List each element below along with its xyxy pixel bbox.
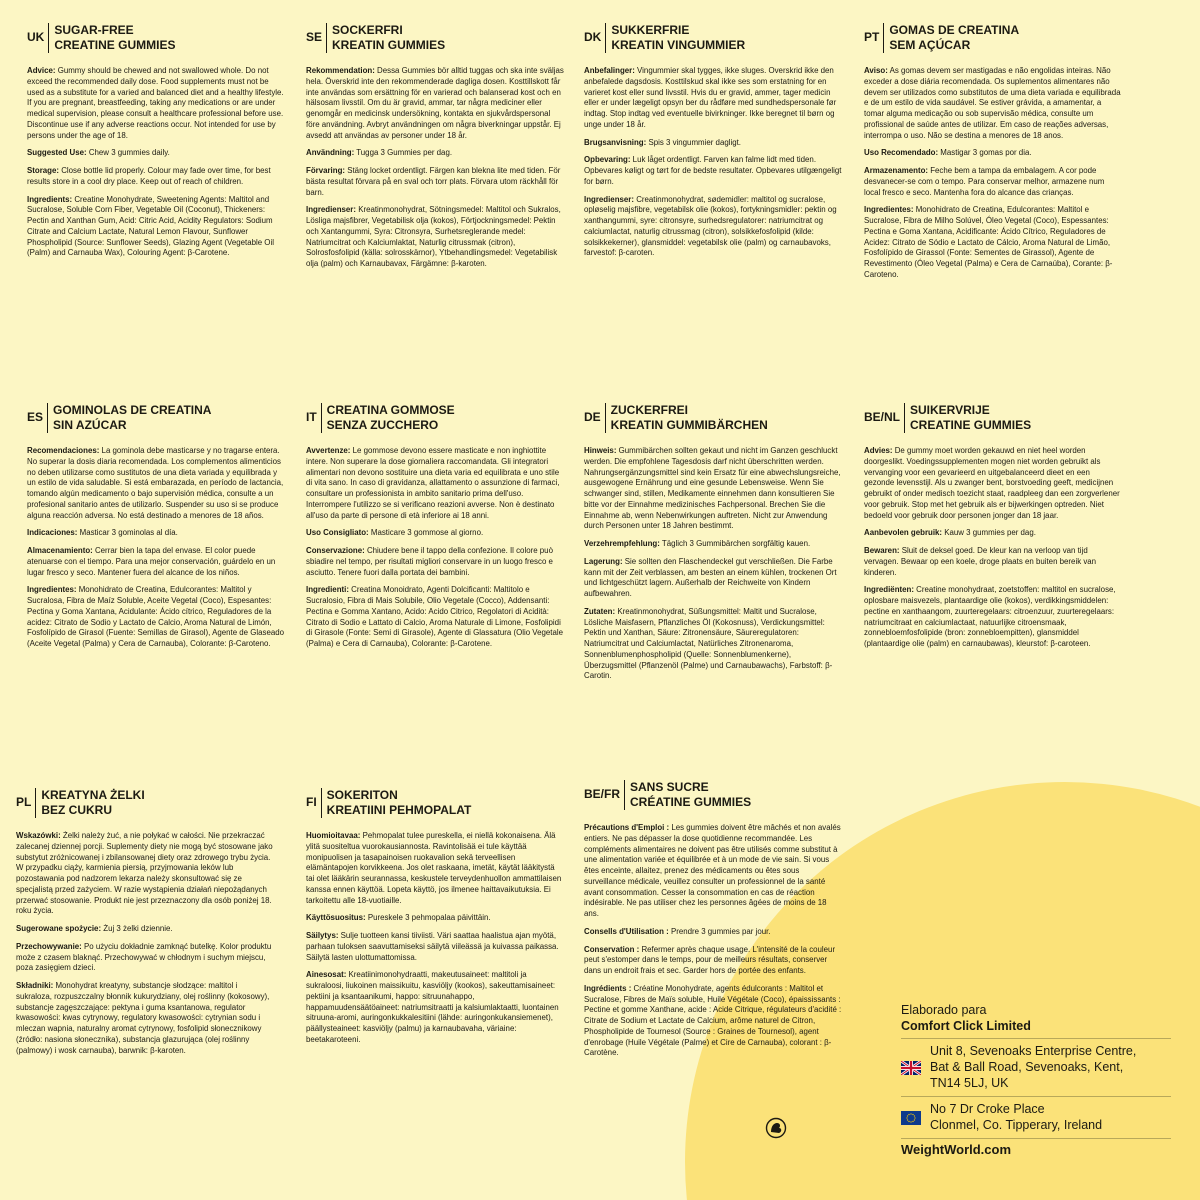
- info-paragraph: [306, 528, 564, 539]
- product-title-line: ZUCKERFREI: [610, 403, 689, 417]
- paragraph-text: Les gummies doivent être mâchés et non avalés entiers. Ne pas dépasser la dose quotidienne recommandée. Les compléments alimentaires ne doivent pas être utilisés comme substitut à une alimentation variée et équilibrée et à un mode de vie sain. Si vous êtes enceinte, allaitez, prenez des médicaments ou êtes sous surveillance médicale, veuillez consulter un professionnel de la santé avant consommation. Cesser la consommation en cas de réaction indésirable. Ne pas utiliser chez les personnes âgées de moins de 18 ans.: [584, 823, 841, 918]
- paragraph-text: Feche bem a tampa da embalagem. A cor pode desvanecer-se com o tempo. Para conservar melhor, armazene num local fresco e seco. Mantenha fora do alcance das crianças.: [864, 166, 1105, 197]
- info-paragraph: [584, 823, 842, 920]
- paragraph-label: Avvertenze:: [306, 446, 351, 455]
- eu-address-row: [901, 1096, 1171, 1138]
- uk-address-line: Bat & Ball Road, Sevenoaks, Kent,: [930, 1059, 1124, 1074]
- made-for-label: Elaborado para: [901, 1003, 987, 1017]
- paragraph-text: Masticar 3 gominolas al día.: [77, 528, 178, 538]
- paragraph-label: Anbefalinger:: [584, 66, 635, 75]
- info-paragraph: [864, 166, 1122, 198]
- paragraph-label: Opbevaring:: [584, 155, 631, 165]
- uk-address-line: TN14 5LJ, UK: [930, 1075, 1009, 1090]
- panel-header: [584, 780, 842, 810]
- paragraph-label: Förvaring:: [306, 166, 346, 175]
- paragraph-label: Suggested Use:: [27, 148, 87, 158]
- language-panel-pl: [16, 788, 274, 1063]
- info-paragraph: [27, 546, 285, 578]
- info-paragraph: [306, 970, 564, 1045]
- product-title-line: SOCKERFRI: [332, 23, 403, 37]
- info-paragraph: [306, 205, 564, 270]
- country-code: PT: [864, 30, 880, 44]
- paragraph-text: Close bottle lid properly. Colour may fade over time, for best results store in a cool dry place. Keep out of reach of children.: [27, 166, 271, 186]
- info-paragraph: [16, 924, 274, 935]
- uk-address-line: Unit 8, Sevenoaks Enterprise Centre,: [930, 1044, 1137, 1059]
- product-title-line: KREATIINI PEHMOPALAT: [326, 803, 472, 817]
- product-title-line: SOKERITON: [326, 788, 398, 802]
- paragraph-label: Uso Consigliato:: [306, 528, 369, 538]
- paragraph-text: Gummibärchen sollten gekaut und nicht im Ganzen geschluckt werden. Die empfohlene Tagesdosis darf nicht überschritten werden. Nahrungsergänzungsmittel sind kein Ersatz für eine abwechslungsreiche, ausgewogene Ernährung und eine gesunde Lebensweise. Wenn Sie schwanger sind, stillen, Medikamente einnehmen dann konsultieren Sie bitte vor der Einnahme medizinisches Fachpersonal. Brechen Sie die Einnahme ab, wenn Nebenwirkungen auftreten. Nicht zur Anwendung durch Personen unter 18 Jahren bestimmt.: [584, 446, 841, 531]
- product-title-line: SUIKERVRIJE: [910, 403, 990, 417]
- product-title-line: BEZ CUKRU: [41, 803, 113, 817]
- paragraph-label: Huomioitavaa:: [306, 831, 361, 840]
- info-paragraph: [306, 446, 564, 521]
- info-paragraph: [584, 446, 842, 532]
- product-title-line: KREATYNA ŻELKI: [41, 788, 145, 802]
- product-title-line: CREATINA GOMMOSE: [326, 403, 455, 417]
- country-code: ES: [27, 410, 44, 424]
- paragraph-label: Recomendaciones:: [27, 446, 100, 455]
- paragraph-text: Monohidrato de Creatina, Edulcorantes: Maltitol y Sucralosa, Fibra de Maíz Soluble, Aceite Vegetal (Coco), Espesantes: Pectina y Goma Xantana, Acidulante: Ácido cítrico, Reguladores de la acidez: Citrato de Sodio y Lactato de Calcio, Aroma Natural de Limón, Fosfolípido de Girasol (Fuente: Semillas de Girasol), Agente de Glaseado (Aceite Vegetal (Palma) y Cera de Carnauba), Colorante: β-Caroteno.: [27, 585, 285, 648]
- panel-header: [864, 403, 1122, 433]
- paragraph-text: Spis 3 vingummier dagligt.: [646, 137, 741, 147]
- product-title: [605, 403, 768, 433]
- info-paragraph: [306, 66, 564, 141]
- paragraph-text: Monohidrato de Creatina, Edulcorantes: Maltitol e Sucralose, Fibra de Milho Solúvel, Óleo Vegetal (Coco), Espessantes: Pectina e Goma Xantana, Acidificante: Ácido Cítrico, Reguladores de Acidez: Citrato de Sódio e Lactato de Cálcio, Aroma Natural de Limão, Fosfolípido de Girassol (Fonte: Sementes de Girassol), Agente de Revestimento (Óleo Vegetal (Palma) e Cera de Carnaúba), Corante: β-Caroteno.: [864, 205, 1113, 279]
- panel-header: [584, 23, 842, 53]
- paragraph-label: Ingredienser:: [584, 194, 634, 204]
- info-paragraph: [864, 446, 1122, 521]
- info-paragraph: [584, 155, 842, 187]
- country-code: DE: [584, 410, 601, 424]
- language-panel-pt: [864, 23, 1122, 288]
- language-panel-se: [306, 23, 564, 277]
- info-paragraph: [16, 981, 274, 1056]
- country-code: UK: [27, 30, 45, 44]
- panel-header: [306, 403, 564, 433]
- paragraph-text: Monohydrat kreatyny, substancje słodzące: maltitol i sukraloza, rozpuszczalny błonnik kukurydziany, olej roślinny (kokosowy), substancje zagęszczające: pektyna i guma ksantanowa, regulator kwasowości: kwas cytrynowy, regulatory kwasowości: cytrynian sodu i mleczan wapnia, naturalny aromat cytrynowy, fosfolipid słonecznikowy (źródło: nasiona słonecznika), substancja glazurująca (olej roślinny (palmowy) i wosk carnauba), barwnik: β-karoten.: [16, 981, 270, 1055]
- info-paragraph: [27, 66, 285, 141]
- paragraph-text: Creatinmonohydrat, sødemidler: maltitol og sucralose, opløselig majsfibre, vegetabilsk olie (kokos), fortykningsmidler: pektin og xanthangummi, syre: citronsyre, surhedsregulatorer: natriumcitrat og calciumlactat, naturlig citrussmag (citron), solsikkefosfolipid (kilde: solsikkekerner), glansmiddel: vegetabilsk olie (palm) og carnaubavoks, farvestof: β-caroten.: [584, 194, 837, 258]
- info-paragraph: [864, 585, 1122, 650]
- product-title-line: GOMINOLAS DE CREATINA: [53, 403, 212, 417]
- info-paragraph: [584, 945, 842, 977]
- info-paragraph: [584, 927, 842, 938]
- info-paragraph: [584, 984, 842, 1059]
- paragraph-label: Ingredienser:: [306, 205, 356, 215]
- uk-address: [930, 1044, 1136, 1091]
- product-title-line: SUKKERFRIE: [611, 23, 690, 37]
- paragraph-label: Ingredientes:: [864, 205, 914, 215]
- paragraph-label: Consells d'Utilisation :: [584, 926, 669, 936]
- paragraph-text: Żuj 3 żelki dziennie.: [101, 924, 173, 933]
- paragraph-text: Prendre 3 gummies par jour.: [668, 926, 771, 936]
- product-title: [48, 23, 175, 53]
- paragraph-label: Składniki:: [16, 981, 54, 990]
- paragraph-label: Hinweis:: [584, 446, 617, 455]
- info-paragraph: [306, 831, 564, 906]
- paragraph-label: Ainesosat:: [306, 970, 347, 980]
- paragraph-label: Précautions d'Emploi :: [584, 823, 670, 832]
- paragraph-text: Gummy should be chewed and not swallowed whole. Do not exceed the recommended daily dose. Food supplements must not be used as a substitute for a varied and balanced diet and a healthy lifestyle. If you are pregnant, breastfeeding, taking any medications or are under medical supervision, please consult a healthcare professional before use. Discontinue use if any adverse reactions occur. Not intended for use by persons under the age of 18.: [27, 66, 284, 140]
- paragraph-label: Conservazione:: [306, 546, 365, 555]
- info-paragraph: [864, 205, 1122, 280]
- paragraph-label: Rekommendation:: [306, 66, 375, 75]
- eu-flag-icon: [901, 1111, 921, 1125]
- country-code: DK: [584, 30, 602, 44]
- paragraph-label: Aanbevolen gebruik:: [864, 528, 943, 538]
- paragraph-label: Säilytys:: [306, 931, 339, 940]
- country-code: SE: [306, 30, 323, 44]
- product-title: [326, 23, 445, 53]
- paragraph-text: Refermer après chaque usage. L'intensité de la couleur peut s'estomper dans le temps, pour de meilleurs résultats, conserver dans un endroit frais et sec. Garder hors de portée des enfants.: [584, 944, 836, 975]
- uk-flag-icon: [901, 1061, 921, 1075]
- paragraph-text: Mastigar 3 gomas por dia.: [938, 148, 1032, 158]
- product-title: [883, 23, 1019, 53]
- eu-address-line: Clonmel, Co. Tipperary, Ireland: [930, 1117, 1103, 1132]
- info-paragraph: [27, 195, 285, 260]
- paragraph-label: Sugerowane spożycie:: [16, 924, 102, 933]
- paragraph-label: Användning:: [306, 148, 355, 158]
- info-paragraph: [306, 913, 564, 924]
- product-title-line: SENZA ZUCCHERO: [326, 418, 439, 432]
- paragraph-label: Indicaciones:: [27, 528, 78, 538]
- info-paragraph: [864, 528, 1122, 539]
- paragraph-label: Brugsanvisning:: [584, 137, 647, 147]
- product-title-line: SANS SUCRE: [630, 780, 709, 794]
- paragraph-label: Przechowywanie:: [16, 941, 82, 951]
- panel-header: [306, 23, 564, 53]
- info-paragraph: [584, 539, 842, 550]
- info-paragraph: [864, 546, 1122, 578]
- product-title: [35, 788, 144, 818]
- product-title-line: GOMAS DE CREATINA: [889, 23, 1020, 37]
- paragraph-label: Conservation :: [584, 944, 640, 954]
- paragraph-label: Ingredienti:: [306, 585, 349, 595]
- paragraph-label: Aviso:: [864, 66, 888, 75]
- product-title: [904, 403, 1031, 433]
- info-paragraph: [27, 528, 285, 539]
- paragraph-text: Täglich 3 Gummibärchen sorgfältig kauen.: [659, 539, 811, 548]
- product-title: [321, 788, 472, 818]
- language-panel-fi: [306, 788, 564, 1053]
- paragraph-label: Ingredients:: [27, 194, 73, 204]
- info-paragraph: [864, 66, 1122, 141]
- paragraph-label: Zutaten:: [584, 606, 616, 616]
- company-name: Comfort Click Limited: [901, 1018, 1031, 1033]
- brand-info: [901, 1003, 1171, 1159]
- paragraph-label: Ingrediënten:: [864, 585, 914, 595]
- language-panel-it: [306, 403, 564, 657]
- paragraph-text: Kreatinmonohydrat, Sötningsmedel: Maltitol och Sukralos, Lösliga majsfibrer, Vegetabilisk olja (kokos), Förtjockningsmedel: Pektin och Xantangummi, Syra: Citronsyra, Surhetsreglerande medel: Natriumcitrat och Kalciumlaktat, Naturlig citrussmak (citron), Solrosfosfolipid (källa: solrosskärnor), Ytbehandlingsmedel: Vegetabilisk olja (palm) och Karnaubavax, Färgämne: β-karoten.: [306, 205, 561, 268]
- country-code: PL: [16, 795, 32, 809]
- country-code: IT: [306, 410, 317, 424]
- paragraph-text: Sulje tuotteen kansi tiiviisti. Väri saattaa haalistua ajan myötä, parhaan tuloksen saavuttamiseksi säilytä viileässä ja kuivassa paikassa. Säilytä lasten ulottumattomissa.: [306, 931, 559, 962]
- paragraph-label: Ingredientes:: [27, 585, 77, 595]
- product-title-line: CREATINE GUMMIES: [54, 38, 176, 52]
- paragraph-label: Uso Recomendado:: [864, 148, 939, 158]
- product-title-line: CREATINE GUMMIES: [910, 418, 1032, 432]
- language-panel-es: [27, 403, 285, 657]
- paragraph-label: Advies:: [864, 446, 893, 455]
- lion-logo-icon: [765, 1117, 787, 1139]
- paragraph-text: Luk låget ordentligt. Farven kan falme lidt med tiden. Opbevares køligt og tørt for de bedste resultater. Opbevares utilgængeligt for børn.: [584, 155, 842, 186]
- panel-header: [27, 23, 285, 53]
- paragraph-text: Créatine Monohydrate, agents édulcorants : Maltitol et Sucralose, Fibres de Maïs soluble, Huile Végétale (Coco), épaississants : Pectine et gomme Xanthane, acide : Acide Citrique, régulateurs d'acidité : Citrate de Sodium et Lactate de Calcium, arôme naturel de Citron, Phospholipide de Tournesol (Source : Graines de Tournesol), agent d'enrobage (Huile Végétale (Palme) et Cire de Carnauba), colorant : β-Carotène.: [584, 983, 842, 1058]
- paragraph-label: Almacenamiento:: [27, 546, 93, 555]
- info-paragraph: [584, 195, 842, 260]
- paragraph-text: Pureskele 3 pehmopalaa päivittäin.: [365, 913, 491, 923]
- paragraph-text: Cerrar bien la tapa del envase. El color puede atenuarse con el tiempo. Para una mejor conservación, guárdelo en un lugar fresco y seco. Mantener fuera del alcance de los niños.: [27, 546, 276, 577]
- paragraph-text: Chiudere bene il tappo della confezione. Il colore può sbiadire nel tempo, per risultati migliori conservare in un luogo fresco e asciutto. Tenere fuori dalla portata dei bambini.: [306, 546, 553, 577]
- panel-header: [864, 23, 1122, 53]
- paragraph-label: Bewaren:: [864, 546, 900, 555]
- product-title: [605, 23, 745, 53]
- paragraph-label: Verzehrempfehlung:: [584, 539, 660, 548]
- panel-header: [16, 788, 274, 818]
- paragraph-label: Storage:: [27, 166, 60, 175]
- product-title-line: KREATIN GUMMIES: [332, 38, 446, 52]
- website-link[interactable]: WeightWorld.com: [901, 1138, 1171, 1158]
- country-code: BE/NL: [864, 410, 900, 424]
- paragraph-text: Dessa Gummies bör alltid tuggas och ska inte sväljas hela. Överskrid inte den rekommenderade dagliga dosen. Kosttillskott får inte användas som ersättning för en varierad och balanserad kost och en hälsosam livsstil. Om du är gravid, ammar, tar några mediciner eller genomgår en medicinsk undersökning, kontakta en sjukvårdspersonal före användning. Avbryt användningen om några biverkningar uppstår. Ej avsedd att användas av personer under 18 år.: [306, 66, 564, 140]
- paragraph-label: Wskazówki:: [16, 831, 61, 840]
- paragraph-label: Käyttösuositus:: [306, 913, 366, 923]
- language-panel-dk: [584, 23, 842, 266]
- language-panel-be-fr: [584, 780, 842, 1066]
- paragraph-text: Pehmopalat tulee pureskella, ei niellä kokonaisena. Älä ylitä suositeltua vuorokausiannosta. Ravintolisää ei tule käyttää monipuolisen ja tasapainoisen ruokavalion sekä terveellisen elämäntapojen korvikkeena. Jos olet raskaana, imetät, käytät lääkitystä tai olet lääkärin seurannassa, keskustele terveydenhuollon ammattilaisen kanssa ennen käyttöä. Lopeta käyttö, jos ilmenee haittavaikutuksia. Ei tarkoitettu alle 18-vuotiaille.: [306, 831, 562, 905]
- product-title-line: KREATIN GUMMIBÄRCHEN: [610, 418, 768, 432]
- product-title-line: CRÉATINE GUMMIES: [630, 795, 752, 809]
- paragraph-text: De gummy moet worden gekauwd en niet heel worden doorgeslikt. Voedingssupplementen mogen niet worden gebruikt als vervanging voor een gevarieerd en uitgebalanceerd dieet en een gezonde levensstijl. Als u zwanger bent, borstvoeding geeft, medicijnen gebruikt of onder medisch toezicht staat, raadpleeg dan een zorgverlener voor gebruik. Stop met het gebruik als er bijwerkingen optreden. Niet bedoeld voor gebruik door personen jonger dan 18 jaar.: [864, 446, 1120, 520]
- paragraph-text: Chew 3 gummies daily.: [86, 148, 170, 158]
- product-title-line: SEM AÇÚCAR: [889, 38, 971, 52]
- paragraph-text: Kreatinmonohydrat, Süßungsmittel: Maltit und Sucralose, Lösliche Maisfasern, Pflanzliches Öl (Kokosnuss), Verdickungsmittel: Pektin und Xanthan, Säure: Zitronensäure, Säureregulatoren: Natriumcitrat und Calciumlactat, Natürliches Zitronenaroma, Sonnenblumenphospholipid (Quelle: Sonnenblumenkerne), Überzugsmittel (Pflanzenöl (Palme) und Carnaubawachs), Farbstoff: β-Carotin.: [584, 606, 833, 681]
- paragraph-text: Sluit de deksel goed. De kleur kan na verloop van tijd vervagen. Bewaar op een koele, droge plaats en buiten bereik van kinderen.: [864, 546, 1097, 577]
- panel-header: [306, 788, 564, 818]
- info-paragraph: [16, 942, 274, 974]
- eu-address-line: No 7 Dr Croke Place: [930, 1102, 1045, 1117]
- info-paragraph: [306, 931, 564, 963]
- paragraph-text: Creatina Monoidrato, Agenti Dolcificanti: Maltitolo e Sucralosio, Fibra di Mais Solubile, Olio Vegetale (Cocco), Addensanti: Pectina e Gomma Xantano, Acido: Acido Citrico, Regolatori di Acidità: Citrato di Sodio e Lattato di Calcio, Aroma Naturale di Limone, Fosfolipidi di Girasole (Fonte: Semi di Girasole), Agente di Glassatura (Olio Vegetale (Palma) e Cera di Carnauba), Colorante: β-Carotene.: [306, 585, 564, 648]
- paragraph-text: Tugga 3 Gummies per dag.: [354, 148, 453, 158]
- paragraph-label: Ingrédients :: [584, 983, 632, 993]
- language-panel-be-nl: [864, 403, 1122, 657]
- info-paragraph: [27, 166, 285, 188]
- paragraph-label: Lagerung:: [584, 556, 623, 566]
- paragraph-text: Po użyciu dokładnie zamknąć butelkę. Kolor produktu może z czasem blaknąć. Przechowywać w chłodnym i suchym miejscu, poza zasięgiem dzieci.: [16, 941, 272, 973]
- paragraph-text: Masticare 3 gommose al giorno.: [368, 528, 484, 538]
- panel-header: [584, 403, 842, 433]
- info-paragraph: [27, 446, 285, 521]
- paragraph-text: As gomas devem ser mastigadas e não engolidas inteiras. Não exceder a dose diária recomendada. Os suplementos alimentares não devem ser utilizados como substitutos de uma dieta variada e equilibrada e de um estilo de vida saudável. Se estiver grávida, a amamentar, a tomar alguma medicação ou sob supervisão médica, consulte um profissional de saúde antes de utilizar. Em caso de reações adversas, interrompa o uso. Não se destina a menores de 18 anos.: [864, 66, 1121, 140]
- panel-header: [27, 403, 285, 433]
- info-paragraph: [27, 148, 285, 159]
- info-paragraph: [306, 585, 564, 650]
- country-code: FI: [306, 795, 317, 809]
- paragraph-label: Advice:: [27, 66, 56, 75]
- info-paragraph: [306, 148, 564, 159]
- info-paragraph: [584, 557, 842, 600]
- product-title: [321, 403, 455, 433]
- info-paragraph: [864, 148, 1122, 159]
- info-paragraph: [306, 546, 564, 578]
- paragraph-text: La gominola debe masticarse y no tragarse entera. No superar la dosis diaria recomendada. Los complementos alimenticios no deben utilizarse como sustitutos de una dieta variada y equilibrada y un estilo de vida saludable. Si está embarazada, en período de lactancia, tomando algún medicamento o bajo supervisión médica, consulte a un profesional sanitario antes de utilizarlo. Suspender su uso si se produce alguna reacción adversa. No está destinado a menores de 18 años.: [27, 446, 284, 520]
- paragraph-text: Creatine Monohydrate, Sweetening Agents: Maltitol and Sucralose, Soluble Corn Fiber, Vegetable Oil (Coconut), Thickeners: Pectin and Xanthan Gum, Acid: Citric Acid, Acidity Regulators: Sodium Citrate and Calcium Lactate, Natural Lemon Flavour, Sunflower Phospholipid (Source: Sunflower Seeds), Glazing Agent (Vegetable Oil (Palm) and Carnauba Wax), Colouring Agent: β-Carotene.: [27, 194, 274, 258]
- product-title-line: SUGAR-FREE: [54, 23, 134, 37]
- info-paragraph: [27, 585, 285, 650]
- info-paragraph: [306, 166, 564, 198]
- info-paragraph: [584, 607, 842, 682]
- paragraph-text: Creatine monohydraat, zoetstoffen: maltitol en sucralose, oplosbare maisvezels, plantaardige olie (kokos), verdikkingsmiddelen: pectine en xanthaangom, zuurteregelaars: citroenzuur, zuurteregelaars: natriumcitraat en calciumlactaat, natuurlijke citroensmaak, zonnebloemfosfolipide (bron: zonnebloempitten), glansmiddel (plantaardige olie (palm) en carnaubawas), kleurstof: β-caroteen.: [864, 585, 1116, 648]
- info-paragraph: [16, 831, 274, 917]
- paragraph-text: Sie sollten den Flaschendeckel gut verschließen. Die Farbe kann mit der Zeit verblassen, am besten an einem kühlen, trockenen Ort und lichtgeschützt lagern. Außerhalb der Reichweite von Kindern aufbewahren.: [584, 556, 837, 598]
- country-code: BE/FR: [584, 787, 620, 801]
- info-paragraph: [584, 66, 842, 131]
- paragraph-text: Kauw 3 gummies per dag.: [942, 528, 1036, 538]
- info-paragraph: [584, 138, 842, 149]
- product-title-line: KREATIN VINGUMMIER: [611, 38, 746, 52]
- product-title: [47, 403, 211, 433]
- product-title: [624, 780, 751, 810]
- uk-address-row: [901, 1038, 1171, 1096]
- language-panel-de: [584, 403, 842, 689]
- paragraph-text: Le gommose devono essere masticate e non inghiottite intere. Non superare la dose giornaliera raccomandata. Gli integratori alimentari non devono sostituire una dieta varia ed equilibrata e uno stile di vita sano. In caso di gravidanza, allattamento o assunzione di farmaci, consultare un professionista in ambito sanitario prima dell'uso. Interrompere l'utilizzo se si verificano reazioni avverse. Non è destinato all'uso da parte di persone di età inferiore ai 18 anni.: [306, 446, 560, 520]
- paragraph-text: Żelki należy żuć, a nie połykać w całości. Nie przekraczać zalecanej dziennej porcji. Suplementy diety nie mogą być stosowane jako substytut zróżnicowanej i zbilansowanej diety oraz zdrowego trybu życia. W przypadku ciąży, karmienia piersią, przyjmowania leków lub pozostawania pod nadzorem lekarza należy skonsultować się ze specjalistą przed zażyciem. W razie wystąpienia działań niepożądanych przerwać stosowanie. Produkt nie jest przeznaczony dla osób poniżej 18. roku życia.: [16, 831, 273, 916]
- language-panel-uk: [27, 23, 285, 266]
- paragraph-text: Vingummier skal tygges, ikke sluges. Overskrid ikke den anbefalede dagsdosis. Kosttilskud skal ikke ses som erstatning for en varieret kost eller sund livsstil. Hvis du er gravid, ammer, tager medicin eller er under lægeligt opsyn ber du rådføre med sundhedspersonale før indtag. Stop indtag ved eventuelle bivirkninger. Ikke beregnet til børn og unge under 18 år.: [584, 66, 837, 129]
- paragraph-text: Stäng locket ordentligt. Färgen kan blekna lite med tiden. För bästa resultat förvara på en sval och torr plats. Förvara utom räckhåll för barn.: [306, 166, 561, 197]
- paragraph-label: Armazenamento:: [864, 166, 929, 175]
- paragraph-text: Kreatiinimonohydraatti, makeutusaineet: maltitoli ja sukraloosi, liukoinen maissikuitu, kasviöljy (kookos), sakeuttamisaineet: pektiini ja ksantaanikumi, happo: sitruunahappo, happamuudensäätöaineet: natriumsitraatti ja kalsiumlaktaatti, luontainen sitruuna-aromi, auringonkukkalesitiini (lähde: auringonkukansiemenet), päällysteaineet: kasviöljy (palmu) ja karnaubavaha, väriaine: beetakaroteeni.: [306, 970, 559, 1044]
- eu-address: [930, 1102, 1102, 1133]
- product-title-line: SIN AZÚCAR: [53, 418, 127, 432]
